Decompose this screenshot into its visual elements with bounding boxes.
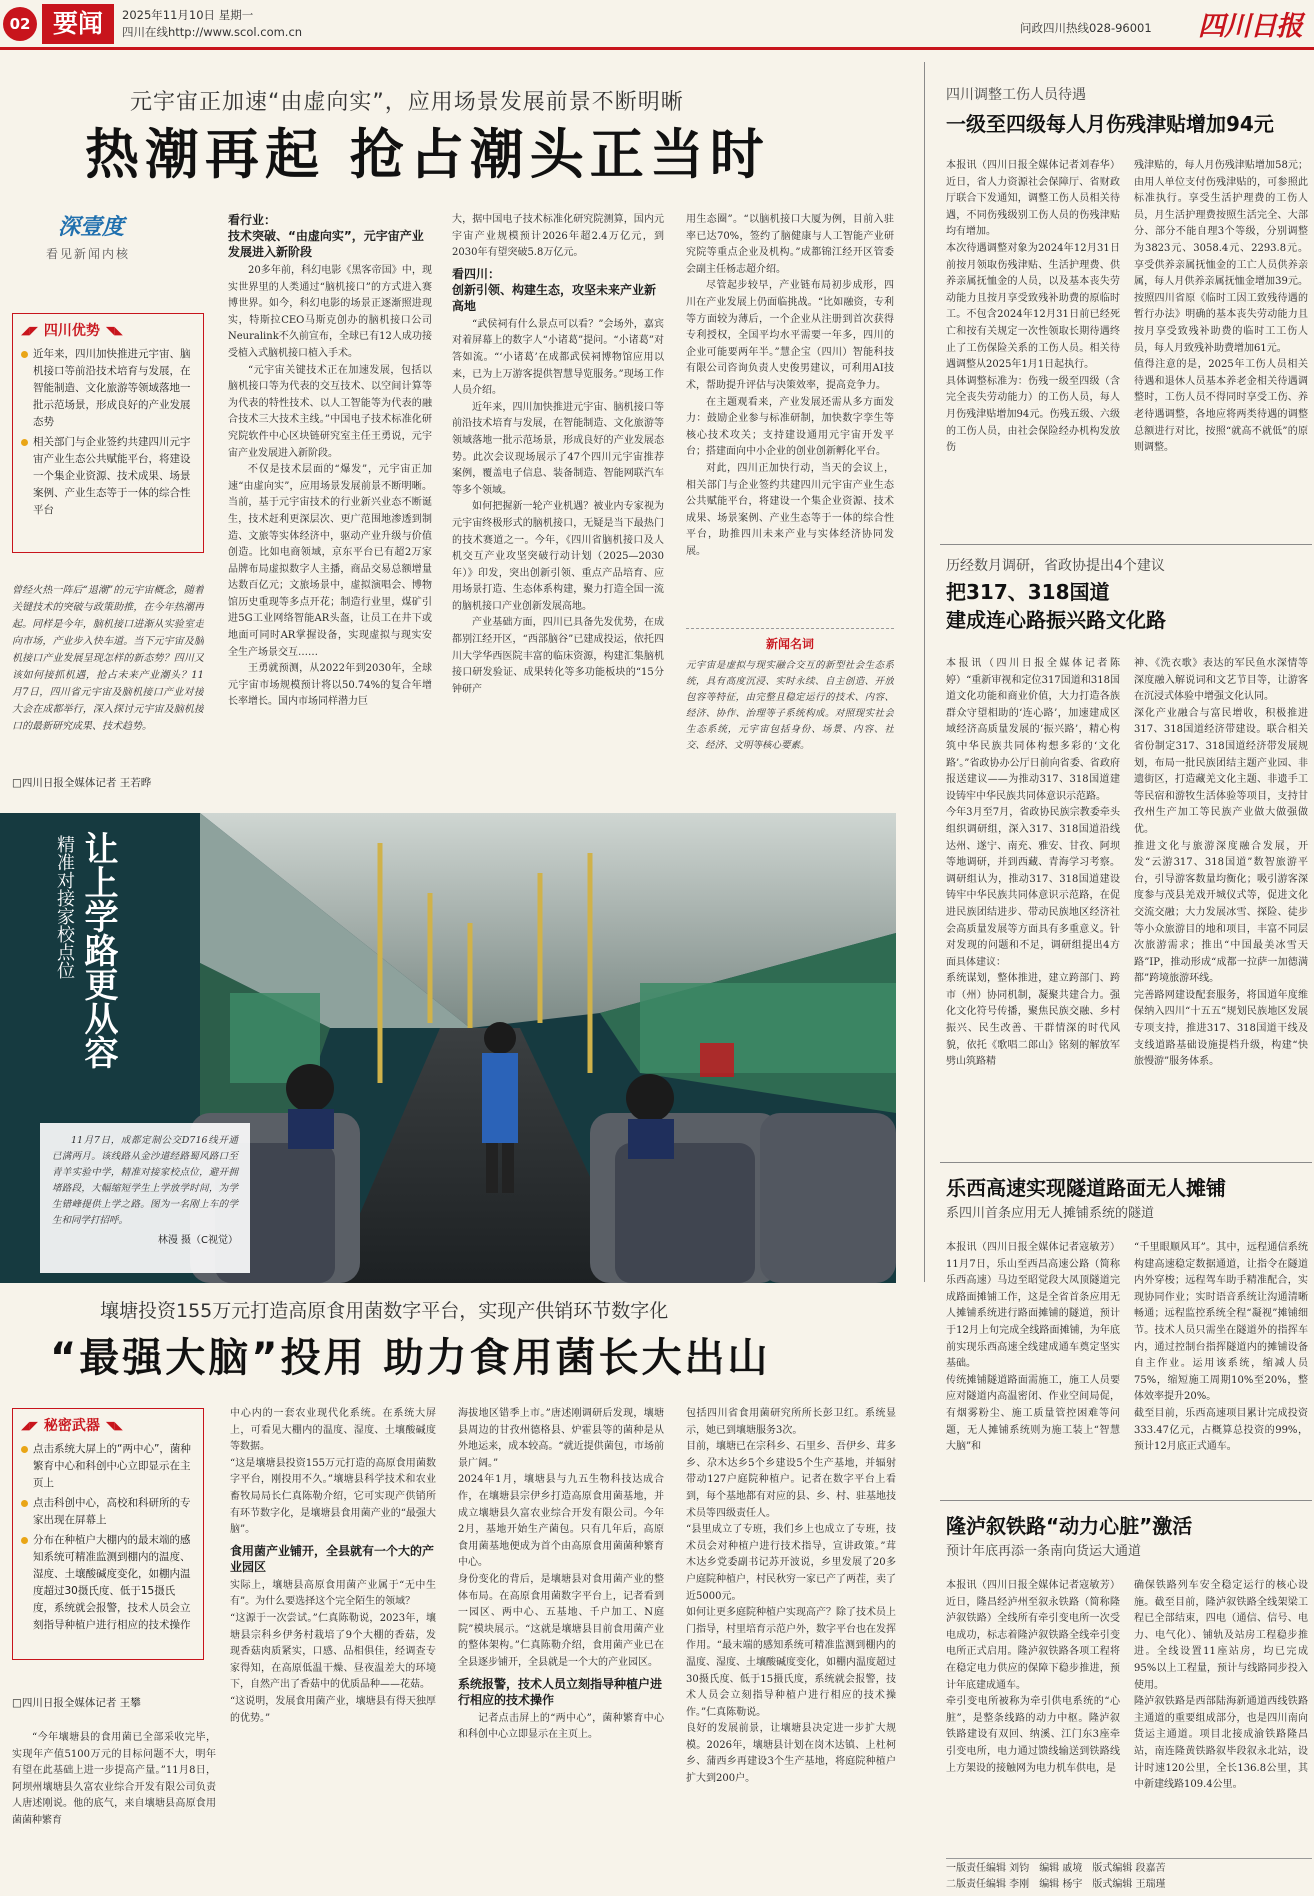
paragraph: “元宇宙关键技术正在加速发展，包括以脑机接口等为代表的交互技术、以空间计算等为代表的特性技术、以人工智能等为代表的融合技术三大技术主线。”中国电子技术标准化研究院软件中心区块链研究室主任王勇说，元宇宙产业发展进入新阶段。: [228, 364, 432, 459]
right2-text-b: 神、《洗衣歌》表达的军民鱼水深情等深度融入解说词和文艺节目等，让游客在沉浸式体验中增强文化认同。 深化产业融合与富民增收，积极推进317、318国道经济带建设。联合相关省份制定317、318国道经济带发展规划，布局一批民族团结主题产业园、非遗街区，打造藏羌文化主题、非遗手工等民宿和游牧生活体验等项目，支持甘孜州生产加工等民族产业做大做强做优。 推进文化与旅游深度融合发展，开发“云游317、318国道”数智旅游平台，引导游客数量均衡化；吸引游客深度参与茂县羌戏开城仪式等，促进文化交流交融；大力发展冰雪、探险、徒步等小众旅游目的地和项目，丰富不同层次旅游需求；推出“中国最美冰雪天路”IP，推动形成“成都一拉萨一加德满都”跨境旅游环线。 完善路网建设配套服务，将国道年度维保纳入四川“十五五”规划民族地区发展专项支持，推进317、318国道干线及支线道路基础设施提档升级，构建“快旅慢游”服务体系。: [1134, 658, 1308, 1068]
bottom-column-2: [458, 1406, 664, 1890]
right2-headline: 把317、318国道 建成连心路振兴路文化路: [946, 580, 1166, 632]
paragraph: 在主题观看来，产业发展还需从多方面发力：鼓励企业参与标准研制，加快数字孪生等核心技术攻关；支持建设通用元宇宙开发平台；搭建面向中小企业的创业创新孵化平台。: [686, 396, 894, 458]
issue-date: 2025年11月10日 星期一: [122, 8, 254, 22]
lead-kicker: 元宇宙正加速“由虚向实”，应用场景发展前景不断明晰: [130, 90, 684, 115]
secret-list: [21, 1441, 195, 1634]
news-term-text: 元宇宙是虚拟与现实融合交互的新型社会生态系统，具有高度沉浸、实时永续、自主创造、开放包容等特征，由完整且稳定运行的技术、内容、经济、协作、治理等子系统构成。对照现实社会生态系统，元宇宙包括身份、场景、内容、社交、经济、文明等核心要素。: [686, 660, 894, 751]
paragraph: 记者点击屏上的“两中心”，菌种繁育中心和科创中心立即显示在主页上。: [458, 1712, 664, 1741]
photo-title: 让上学路更从容: [78, 831, 118, 1069]
column-divider: [924, 62, 925, 1282]
right4-text-b: 确保铁路列车安全稳定运行的核心设施。截至目前，隆泸叙铁路全线架梁工程已全部结束，四电（通信、信号、电力、电气化）、铺轨及站房工程稳步推进。全线设置11座站房，均已完成95%以上工程量，预计与线路同步投入使用。 隆泸叙铁路是西部陆海新通道西线铁路主通道的重要组成部分，也是四川南向货运主通道。项目北接成渝铁路隆昌站，南连隆黄铁路叙毕段叙永北站，设计时速120公里，全长136.8公里，其中新建线路109.4公里。: [1134, 1580, 1308, 1791]
paragraph: 20多年前，科幻电影《黑客帝国》中，现实世界里的人类通过“脑机接口”的方式进入赛博世界。如今，科幻电影的场景正逐渐照进现实，特斯拉CEO马斯克创办的脑机接口公司Neuralink不久前宣布，全球已有12人成功接受植入式脑机接口植入手术。: [228, 265, 432, 359]
paragraph: 海拔地区错季上市。”唐述刚调研后发现，壤塘县周边的甘孜州德格县、炉霍县等的菌种是从外地运来，成本较高。“就近提供菌包，市场前景广阔。” 2024年1月，壤塘县与九五生物科技达成合作，在壤塘县宗伊乡打造高原食用菌基地，并成立壤塘县久富农业综合开发有限公司。今年2月，基地开始生产菌包。只有几年后，高原食用菌基地便成为首个由高原食用菌菌种繁育中心。 身份变化的背后，是壤塘县对食用菌产业的整体布局。在高原食用菌数字平台上，记者看到一园区、两中心、五基地、千户加工、N庭院”模块展示。“这就是壤塘县目前食用菌产业的整体架构。”仁真陈勒介绍，食用菌产业已在全县逐步铺开，全县就是一个大的产业园区。: [458, 1408, 664, 1668]
lead-subhead-2: 看四川： 创新引领、构建生态，攻坚未来产业新高地: [452, 266, 657, 313]
header-rule: [0, 47, 1314, 50]
editor-credit: 编辑 戚境: [1039, 1863, 1083, 1874]
paragraph: 用生态圈”。“以脑机接口大厦为例，目前入驻率已达70%，签约了脑健康与人工智能产业研究院等重点企业及机构。”成都锦江经开区管委会副主任杨志超介绍。: [686, 214, 894, 275]
lead-column-1: [228, 212, 432, 796]
advantage-list: [21, 346, 195, 519]
section-divider: [940, 544, 1312, 545]
lead-intro: 曾经火热一阵后“退潮”的元宇宙概念，随着关键技术的突破与政策助推，在今年热潮再起。同样是今年，脑机接口进渐从实验室走向市场，产业步入快车道。当下元宇宙及脑机接口产业发展呈现怎样的新态势？四川又该如何接抓机遇，抢占未来产业潮头？11月7日，四川省元宇宙及脑机接口产业对接大会在成都举行，深入探讨元宇宙及脑机接口的最新研究成果、技术趋势。: [12, 585, 204, 732]
editor-credit: 编辑 杨宇: [1039, 1879, 1083, 1890]
editor-credit: 版式编辑 王瑞瑾: [1092, 1879, 1166, 1890]
bracket-left-icon: ◢◤: [21, 323, 38, 337]
page-number: 02: [3, 7, 37, 41]
paragraph: “武侯祠有什么景点可以看？”会场外，嘉宾对着屏幕上的数字人“小诸葛”提问。“小诸葛”对答如流。“‘小诸葛’在成都武侯祠博物馆应用以来，已为上万游客提供智慧导览服务。”现场工作人员介绍。: [452, 318, 664, 397]
right3-headline: 乐西高速实现隧道路面无人摊铺: [946, 1176, 1226, 1200]
photo-caption: 11月7日，成都定制公交D716线开通已满两月。该线路从金沙道经路蜀风路口至青羊实验中学，精准对接家校点位，避开拥堵路段，大幅缩短学生上学放学时间，为学生错峰提供上学之路。图为一名刚上车的学生和同学打招呼。: [52, 1135, 238, 1226]
paragraph: 大，据中国电子技术标准化研究院测算，国内元宇宙产业规模预计2026年超2.4万亿元，到2030年有望突破5.8万亿元。: [452, 214, 664, 259]
secret-item: 点击科创中心，高校和科研所的专家出现在屏幕上: [21, 1495, 195, 1529]
paragraph: 对此，四川正加快行动，当天的会议上，相关部门与企业签约共建四川元宇宙产业生态公共赋能平台，将建设一个集企业资源、技术成果、场景案例、产业生态等于一体的综合性平台，助推四川未来产业与实体经济协同发展。: [686, 462, 894, 557]
bracket-right-icon: ◥◣: [105, 323, 123, 337]
right3-text-b: “千里眼顺风耳”。其中，远程通信系统构建高速稳定数据通道，让指令在隧道内外穿梭；远程驾车助手精准配合，实现协同作业；实时语音系统让沟通清晰畅通；远程监控系统全程“凝视”摊铺细节。技术人员只需坐在隧道外的指挥车内，通过控制台指挥隧道内的摊铺设备自主作业。运用该系统，缩减人员75%，缩短施工周期10%至20%，整体效率提升20%。 截至目前，乐西高速项目累计完成投资333.47亿元，占概算总投资的99%，预计12月底正式通车。: [1134, 1242, 1308, 1453]
bottom-column-3: 包括四川省食用菌研究所所长彭卫红。系统显示，她已到壤塘服务3次。 目前，壤塘已在宗科乡、石里乡、吾伊乡、茸多乡、尕木达乡5个乡建设5个生产基地，并辐射带动127户庭院种植户。记者在数字平台上看到，每个基地都有对应的县、乡、村、驻基地技术员等四级责任人。 “县里成立了专班，我们乡上也成立了专班，技术员会对种植户进行技术指导，宣讲政策。”茸木达乡党委副书记苏开波说，乡里发展了20多户庭院种植户，村民秋穷一家已产了两茬，卖了近5000元。 如何让更多庭院种植户实现高产？除了技术员上门指导，村里培育示范户外，数字平台也在发挥作用。“最末端的感知系统可精准监测到棚内的温度、湿度、土壤酸碱度变化，如棚内温度超过30摄氏度、低于15摄氏度，系统就会报警，技术人员会立刻指导种植户进行相应的技术操作。”仁真陈勒说。 良好的发展前景，让壤塘县决定进一步扩大规模。2026年，壤塘县计划在岗木达镇、上杜柯乡、蒲西乡再建设3个生产基地，将庭院种植户扩大到200户。: [686, 1408, 896, 1785]
section-divider: [940, 1162, 1312, 1163]
right1-text-b: 残津贴的，每人月伤残津贴增加58元；由用人单位支付伤残津贴的，可参照此标准执行。享受生活护理费的工伤人员，月生活护理费按照生活完全、大部分、部分不能自理3个等级，分别调整为3823元、3058.4元、2293.8元。享受供养亲属抚恤金的工亡人员供养亲属，每人月供养亲属抚恤金增加39元。按照四川省原《临时工因工致残待遇的暂行办法》明确的基本丧失劳动能力且按月享受致残补助费的临时工工伤人员，每人月致残补助费增加61元。 值得注意的是，2025年工伤人员相关待遇和退休人员基本养老金相关待遇调整时，工伤人员不得同时享受工伤、养老待遇调整，各地应将两类待遇的调整总额进行对比，按照“就高不就低”的原则调整。: [1134, 160, 1308, 454]
photo-credit: 林漫 摄（C视觉）: [157, 1235, 238, 1246]
editor-credit: 一版责任编辑 刘钧: [946, 1863, 1030, 1874]
column-brand: [40, 210, 180, 272]
advantage-item: 近年来，四川加快推进元宇宙、脑机接口等前沿技术培育与发展，在智能制造、文化旅游等领域落地一批示范场景，形成良好的产业发展态势: [21, 346, 195, 431]
secret-item: 点击系统大屏上的“两中心”，菌种繁育中心和科创中心立即显示在主页上: [21, 1441, 195, 1492]
paragraph: 实际上，壤塘县高原食用菌产业属于“无中生有”。为什么要选择这个完全陌生的领域？ “这源于一次尝试。”仁真陈勒说，2023年，壤塘县宗科乡伊务村栽培了9个大棚的香菇，发现香菇肉质紧实，口感、品相俱佳，经调查专家得知，在高原低温干燥、昼夜温差大的环境下，自然产出了香菇中的优质品种——花菇。 “这说明，发展食用菌产业，壤塘县有得天独厚的优势。”: [230, 1579, 436, 1724]
photo-subtitle: 精准对接家校点位: [54, 835, 75, 979]
photo-block: [0, 813, 896, 1283]
bottom-headline: “最强大脑”投用 助力食用菌长大出山: [50, 1335, 771, 1381]
bracket-left-icon: ◢◤: [21, 1418, 38, 1432]
paragraph: 产业基础方面，四川已具备先发优势，在成都别江经开区，“西部脑谷”已建成投运，依托四川大学华西医院丰富的临床资源，构建汇集脑机接口研发验证、成果转化等多功能板块的“15分钟研产: [452, 617, 664, 695]
bottom-subhead-2: 系统报警，技术人员立刻指导种植户进行相应的技术操作: [458, 1676, 663, 1707]
secret-title: 秘密武器: [43, 1418, 100, 1434]
editor-credit: 版式编辑 段嘉苦: [1092, 1863, 1166, 1874]
lead-headline: 热潮再起 抢占潮头正当时: [85, 123, 770, 186]
right1-kicker: 四川调整工伤人员待遇: [946, 87, 1086, 103]
editor-credits: [946, 1858, 1312, 1894]
right4-sub: 预计年底再添一条南向货运大通道: [946, 1544, 1142, 1559]
paragraph: 如何把握新一轮产业机遇？被业内专家视为元宇宙终极形式的脑机接口，无疑是当下最热门的技术赛道之一。今年，《四川省脑机接口及人机交互产业攻坚突破行动计划（2025—2030年）》印发，突出创新引领、重点产品培育、应用场景打造、生态体系构建，聚力打造全国一流的脑机接口产业创新发展高地。: [452, 501, 664, 612]
page-header: [0, 0, 1314, 52]
editor-credit: 二版责任编辑 李刚: [946, 1879, 1030, 1890]
paragraph: 王勇就预测，从2022年到2030年，全球元宇宙市场规模预计将以50.74%的复合年增长率增长。国内市场同样潜力巨: [228, 663, 432, 708]
section-label: 要闻: [42, 4, 114, 44]
news-term-box: [686, 628, 894, 788]
bottom-subhead-1: 食用菌产业铺开，全县就有一个大的产业园区: [230, 1543, 435, 1574]
right3-text-a: 本报讯（四川日报全媒体记者寇敏芳）11月7日，乐山至西昌高速公路（简称乐西高速）马边至昭觉段大凤顶隧道完成路面摊铺工作，这是全省首条应用无人摊铺系统进行路面摊铺的隧道，预计于12月上旬完成全线路面摊铺，为年底前实现乐西高速全线建成通车奠定坚实基础。 传统摊铺隧道路面需施工，施工人员要应对隧道内高温密闭、作业空间局促，有烟雾粉尘、施工质量管控困难等问题，无人摊铺系统则为施工装上“智慧大脑”和: [946, 1242, 1120, 1453]
right3-sub: 系四川首条应用无人摊铺系统的隧道: [946, 1206, 1155, 1221]
hotline: 问政四川热线028-96001: [1020, 21, 1152, 35]
right4-headline: 隆泸叙铁路“动力心脏”激活: [946, 1514, 1193, 1538]
photo-caption-box: [40, 1123, 250, 1273]
right1-text-a: 本报讯（四川日报全媒体记者刘春华）近日，省人力资源社会保障厅、省财政厅联合下发通知，调整工伤人员相关待遇，不同伤残级别工伤人员的伤残津贴均有增加。 本次待遇调整对象为2024年12月31日前按月领取伤残津贴、生活护理费、供养亲属抚恤金的人员，以及基本丧失劳动能力且按月享受致残补助费的原临时工。不包含2024年12月31日前已经死亡和按有关规定一次性领取长期待遇终止了工伤保险关系的工伤人员。相关待遇调整从2025年1月1日起执行。 具体调整标准为：伤残一级至四级（含完全丧失劳动能力）的工伤人员，每人月伤残津贴增加94元。伤残五级、六级的工伤人员，由社会保险经办机构发放伤: [946, 160, 1120, 454]
bracket-right-icon: ◥◣: [105, 1418, 123, 1432]
column-brand-sub: 看见新闻内核: [46, 247, 131, 261]
bottom-column-1: [230, 1406, 436, 1890]
bottom-intro: “今年壤塘县的食用菌已全部采收完毕，实现年产值5100万元的目标问题不大，明年有望在此基础上进一步提高产量。”11月8日，阿坝州壤塘县久富农业综合开发有限公司负责人唐述刚说。他的底气，来自壤塘县高原食用菌菌种繁育: [12, 1732, 216, 1826]
bottom-kicker: 壤塘投资155万元打造高原食用菌数字平台，实现产供销环节数字化: [100, 1300, 669, 1322]
secret-box: [12, 1408, 204, 1660]
newspaper-logo: 四川日报: [1198, 11, 1302, 42]
bottom-byline: □四川日报全媒体记者 王攀: [12, 1697, 141, 1709]
lead-column-2: [452, 212, 664, 796]
paragraph: 近年来，四川加快推进元宇宙、脑机接口等前沿技术培育与发展，在智能制造、文化旅游等领域落地一批示范场景，形成良好的产业发展态势。此次会议现场展示了47个四川元宇宙推荐案例，覆盖电子信息、装备制造、智能网联汽车等多个领域。: [452, 401, 664, 496]
column-brand-title: 深壹度: [58, 215, 125, 240]
right4-text-a: 本报讯（四川日报全媒体记者寇敏芳）近日，隆昌经泸州至叙永铁路（简称隆泸叙铁路）全线所有牵引变电所一次受电成功，标志着隆泸叙铁路全线牵引变电所正式启用。隆泸叙铁路各项工程将在稳定电力供应的保障下稳步推进，预计年底建成通车。 牵引变电所被称为牵引供电系统的“心脏”，是整条线路的动力中枢。隆泸叙铁路建设有双回、纳溪、江门东3座牵引变电所，电力通过馈线输送到铁路线上方架设的接触网为电力机车供电，是: [946, 1580, 1120, 1774]
advantage-title: 四川优势: [43, 323, 100, 339]
section-divider: [940, 1500, 1312, 1501]
right2-kicker: 历经数月调研，省政协提出4个建议: [946, 558, 1165, 574]
secret-item: 分布在种植户大棚内的最末端的感知系统可精准监测到棚内的温度、湿度、土壤酸碱度变化，如棚内温度超过30摄氏度、低于15摄氏度，系统就会报警，技术人员会立刻指导种植户进行相应的技术操作: [21, 1532, 195, 1634]
paragraph: 尽管起步较早，产业链布局初步成形，四川在产业发展上仍面临挑战。“比如融资，专利等方面较为薄后，一个企业从注册到首次获得专利授权，全国平均水平需要一年多，四川的企业可能要两年半。”慧企宝（四川）智能科技有限公司咨询负责人史俊男建议，可利用AI技术，帮助提升评估与决策效率，提高竞争力。: [686, 280, 894, 391]
lead-byline: □四川日报全媒体记者 王若晔: [12, 777, 152, 789]
site-url: 四川在线http://www.scol.com.cn: [122, 25, 303, 39]
paragraph: 不仅是技术层面的“爆发”，元宇宙正加速“由虚向实”，应用场景发展前景不断明晰。当前，基于元宇宙技术的行业新兴业态不断诞生，技术赶利更深层次、更广范围地渗透到制造、文旅等实体经济中，驱动产业升级与价值创造。比如电商领域，京东平台已有超2万家品牌布局虚拟数字人主播，商品交易总额增量达数百亿元；文旅场景中，虚拟演唱会、博物馆历史重现等多点开花；制造行业里，煤矿引进5G工业网络智能AR头盔，让员工在井下或地面可同时AR掌握设备，实现虚拟与现实安全生产场景交互……: [228, 464, 432, 658]
right1-headline: 一级至四级每人月伤残津贴增加94元: [946, 112, 1274, 136]
lead-column-3: [686, 212, 894, 620]
news-term-title: 新闻名词: [765, 637, 814, 651]
lead-subhead-1: 看行业： 技术突破、“由虚向实”，元宇宙产业发展进入新阶段: [228, 213, 424, 259]
right2-text-a: 本报讯（四川日报全媒体记者陈婷）“重新审视和定位317国道和318国道文化功能和商业价值，大力打造各族群众守望相助的‘连心路’，加速建成区域经济高质量发展的‘振兴路’，精心构筑中华民族共同体构想多彩的‘文化路’。”省政协办公厅日前向省委、省政府报送建议——为推动317、318国道建设铸牢中华民族共同体意识示范路。 今年3月至7月，省政协民族宗教委牵头组织调研组，深入317、318国道沿线达州、遂宁、南充、雅安、甘孜、阿坝等地调研，并到西藏、青海学习考察。调研组认为，推动317、318国道建设铸牢中华民族共同体意识示范路，在促进民族团结进步、带动民族地区经济社会高质量发展等方面具有多重意义。针对发现的问题和不足，调研组提出4方面具体建议： 系统谋划，整体推进，建立跨部门、跨市（州）协同机制，凝聚共建合力。强化文化符号传播，聚焦民族交融、乡村振兴、民生改善、干群情深的时代风貌，依托《歌唱二郎山》铭刻的解放军劈山筑路精: [946, 658, 1120, 1068]
advantage-item: 相关部门与企业签约共建四川元宇宙产业生态公共赋能平台，将建设一个集企业资源、技术成果、场景案例、产业生态等于一体的综合性平台: [21, 434, 195, 519]
paragraph: 中心内的一套农业现代化系统。在系统大屏上，可看见大棚内的温度、湿度、土壤酸碱度等数据。 “这是壤塘县投资155万元打造的高原食用菌数字平台，刚投用不久。”壤塘县科学技术和农业畜牧局局长仁真陈勒介绍，它可实现产供销所有环节数字化，是壤塘县食用菌产业的“最强大脑”。: [230, 1408, 436, 1536]
advantage-box: [12, 313, 204, 553]
